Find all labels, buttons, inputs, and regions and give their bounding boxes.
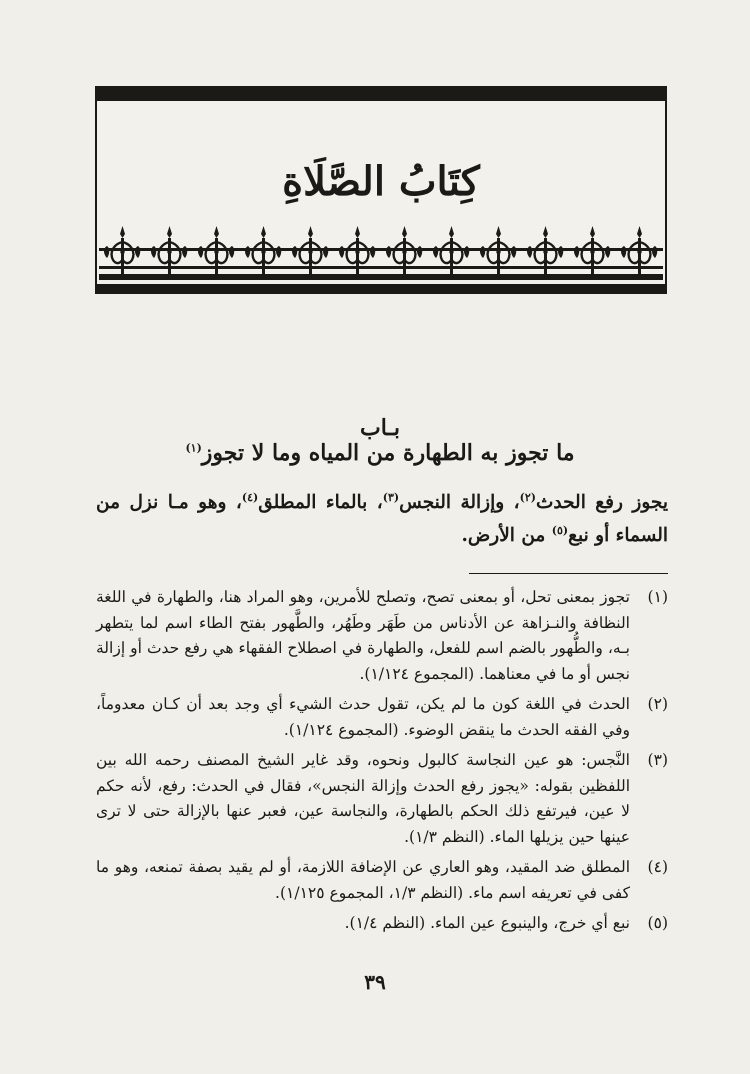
- main-text-segment: يجوز رفع الحدث: [535, 492, 668, 513]
- frame-top-bar: [97, 88, 665, 101]
- footnote: [96, 911, 668, 937]
- footnote-text: النَّجس: هو عين النجاسة كالبول ونحوه، وقد غاير الشيخ المصنف رحمه الله بين اللفظين بقوله: «يجوز رفع الحدث وإزالة النجس»، فقال في الحدث: رفع، لأنه حكم لا عين، فيرتفع ذلك الحكم بالطهارة، والنجاسة عين، فعبر عنها بالإزالة حتى لا ترى عينها حين يزيلها الماء. (النظم ١/٣).: [96, 751, 630, 846]
- footnote-ref: (٤): [241, 490, 259, 504]
- footnote-text: الحدث في اللغة كون ما لم يكن، تقول حدث الشيء أي وجد بعد أن كـان معدوماً، وفي الفقه الحدث ما ينقض الوضوء. (المجموع ١/١٢٤).: [96, 695, 630, 739]
- main-text-segment: ، وإزالة النجس: [399, 492, 520, 513]
- chapter-title: [100, 440, 660, 466]
- footnote-text: نبع أي خرج، والينبوع عين الماء. (النظم ١/٤).: [344, 914, 630, 932]
- footnote-number: (١): [647, 588, 668, 606]
- footnote: [96, 855, 668, 906]
- footnote-number: (٥): [647, 914, 668, 932]
- footnote-number: (٤): [647, 858, 668, 876]
- main-text-segment: ، وهو مـا نزل من السماء أو نبع: [96, 492, 668, 546]
- main-text-segment: ، بالماء المطلق: [258, 492, 383, 513]
- main-text-segment: من الأرض.: [461, 525, 552, 546]
- chapter-label: بـاب: [360, 415, 400, 441]
- page-number: ٣٩: [364, 970, 386, 994]
- footnote-separator: [469, 573, 668, 574]
- footnote-ref: (٣): [382, 490, 400, 504]
- footnote-text: تجوز بمعنى تحل، أو بمعنى تصح، وتصلح للأمرين، وهو المراد هنا، والطهارة في اللغة النظافة والنـزاهة عن الأدناس من طَهَر وطَهُر، والطَّهور بفتح الطاء اسم لما يتطهر بـه، والطُّهور بالضم اسم للفعل، والطهارة في اصطلاح الفقهاء هي رفع حدث أو إزالة نجس أو ما في معناهما. (المجموع ١/١٢٤).: [96, 588, 630, 683]
- chapter-title-text: ما تجوز به الطهارة من المياه وما لا تجوز: [201, 440, 575, 466]
- frame-bottom-bar: [97, 284, 665, 292]
- footnote-text: المطلق ضد المقيد، وهو العاري عن الإضافة اللازمة، أو لم يقيد بصفة تمنعه، وهو ما كفى في تعريفه اسم ماء. (النظم ١/٣، المجموع ١/١٢٥).: [96, 858, 630, 902]
- footnote-number: (٢): [647, 695, 668, 713]
- footnote-ref: (٥): [551, 523, 569, 537]
- footnote: [96, 585, 668, 687]
- footnotes: [96, 585, 668, 942]
- footnote-ref: (١): [185, 441, 202, 455]
- footnote: [96, 748, 668, 850]
- book-title: كِتَابُ الصَّلَاةِ: [282, 158, 480, 205]
- main-text: [96, 486, 668, 552]
- title-frame: [95, 86, 667, 294]
- ornamental-border: [99, 222, 663, 282]
- footnote-ref: (٢): [519, 490, 536, 504]
- footnote: [96, 692, 668, 743]
- footnote-number: (٣): [647, 751, 668, 769]
